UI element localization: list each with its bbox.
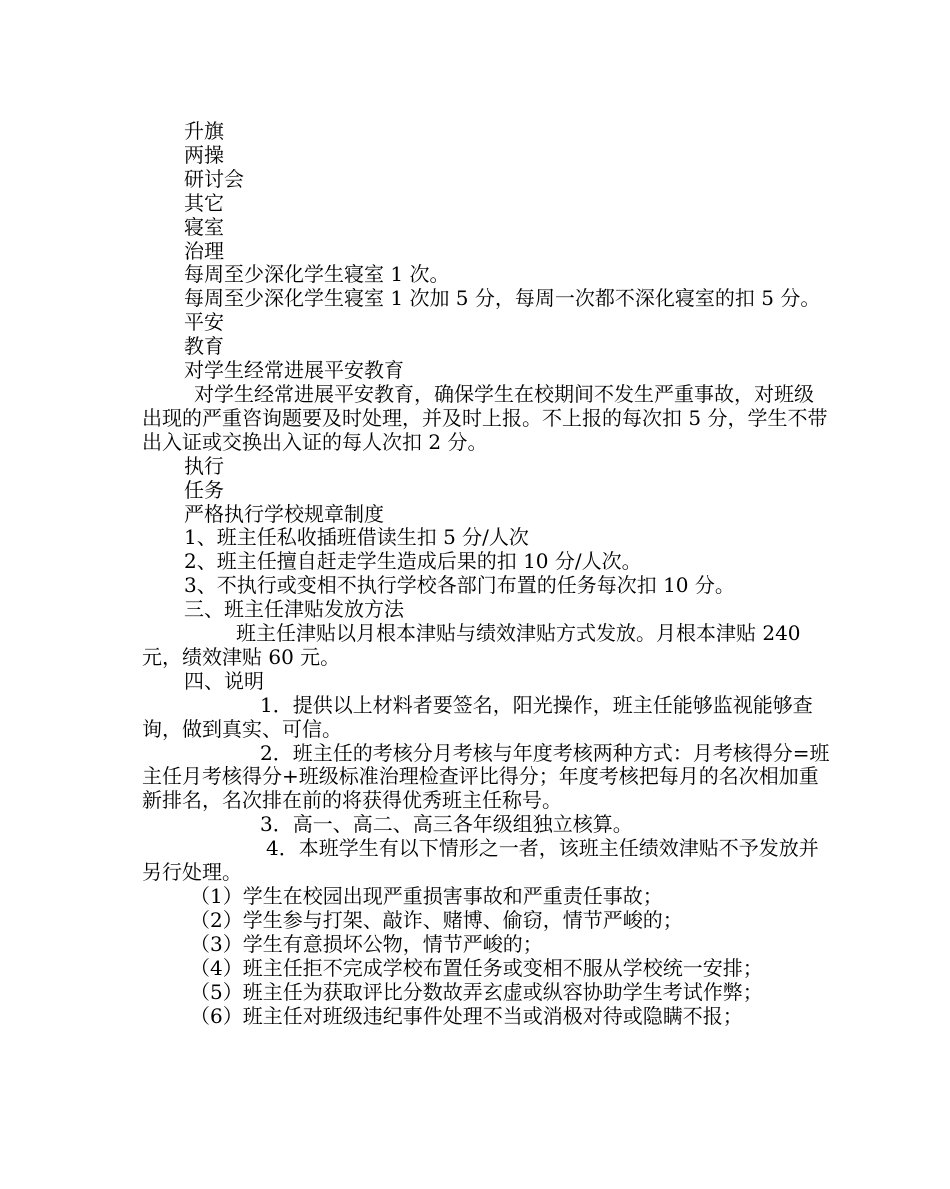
- condition-3: （3）学生有意损坏公物，情节严峻的；: [190, 931, 543, 956]
- cell-label-qita: 其它: [184, 190, 224, 215]
- section-heading-4: 四、说明: [184, 668, 264, 693]
- cell-label-zhili: 治理: [184, 238, 224, 263]
- dorm-requirement: 每周至少深化学生寝室 1 次。: [184, 262, 450, 287]
- safety-requirement: 对学生经常进展平安教育: [184, 358, 404, 383]
- rule-item-3: 3、不执行或变相不执行学校各部门布置的任务每次扣 10 分。: [184, 573, 735, 598]
- condition-2: （2）学生参与打架、敲诈、赌博、偷窃，情节严峻的；: [190, 907, 683, 932]
- rule-item-1: 1、班主任私收插班借读生扣 5 分/人次: [184, 525, 529, 550]
- note-3: 3．高一、高二、高三各年级组独立核算。: [260, 812, 633, 837]
- allowance-paragraph: 班主任津贴以月根本津贴与绩效津贴方式发放。月根本津贴 240 元，绩效津贴 60 元。: [142, 621, 801, 669]
- condition-4: （4）班主任拒不完成学校布置任务或变相不服从学校统一安排；: [190, 955, 763, 980]
- cell-label-renwu: 任务: [184, 477, 224, 502]
- document-body: [142, 120, 832, 1028]
- condition-6: （6）班主任对班级违纪事件处理不当或消极对待或隐瞒不报；: [190, 1003, 743, 1028]
- cell-label-jiaoyu: 教育: [184, 334, 224, 359]
- rule-item-2: 2、班主任擅自赶走学生造成后果的扣 10 分/人次。: [184, 549, 642, 574]
- note-1: 1．提供以上材料者要签名，阳光操作，班主任能够监视能够查询，做到真实、可信。: [142, 692, 813, 741]
- dorm-scoring-rule: 每周至少深化学生寝室 1 次加 5 分，每周一次都不深化寝室的扣 5 分。: [184, 286, 821, 311]
- cell-label-zhixing: 执行: [184, 453, 224, 478]
- note-4: 4．本班学生有以下情形之一者，该班主任绩效津贴不予发放并另行处理。: [142, 836, 819, 885]
- cell-label-yantaohui: 研讨会: [184, 166, 244, 191]
- safety-scoring-rule: 对学生经常进展平安教育，确保学生在校期间不发生严重事故，对班级出现的严重咨询题要及时处理，并及时上报。不上报的每次扣 5 分，学生不带出入证或交换出入证的每人次扣 2 分。: [142, 381, 828, 454]
- cell-label-pingan: 平安: [184, 310, 224, 335]
- cell-label-liangcao: 两操: [184, 142, 224, 167]
- condition-5: （5）班主任为获取评比分数故弄玄虚或纵容协助学生考试作弊；: [190, 979, 763, 1004]
- cell-label-shengqi: 升旗: [184, 119, 224, 143]
- cell-label-qinshi: 寝室: [184, 214, 224, 239]
- note-2: 2．班主任的考核分月考核与年度考核两种方式：月考核得分=班主任月考核得分+班级标准治理检查评比得分；年度考核把每月的名次相加重新排名，名次排在前的将获得优秀班主任称号。: [142, 740, 830, 813]
- rules-requirement: 严格执行学校规章制度: [184, 501, 384, 526]
- condition-1: （1）学生在校园出现严重损害事故和严重责任事故；: [190, 884, 663, 908]
- section-heading-3: 三、班主任津贴发放方法: [184, 597, 404, 622]
